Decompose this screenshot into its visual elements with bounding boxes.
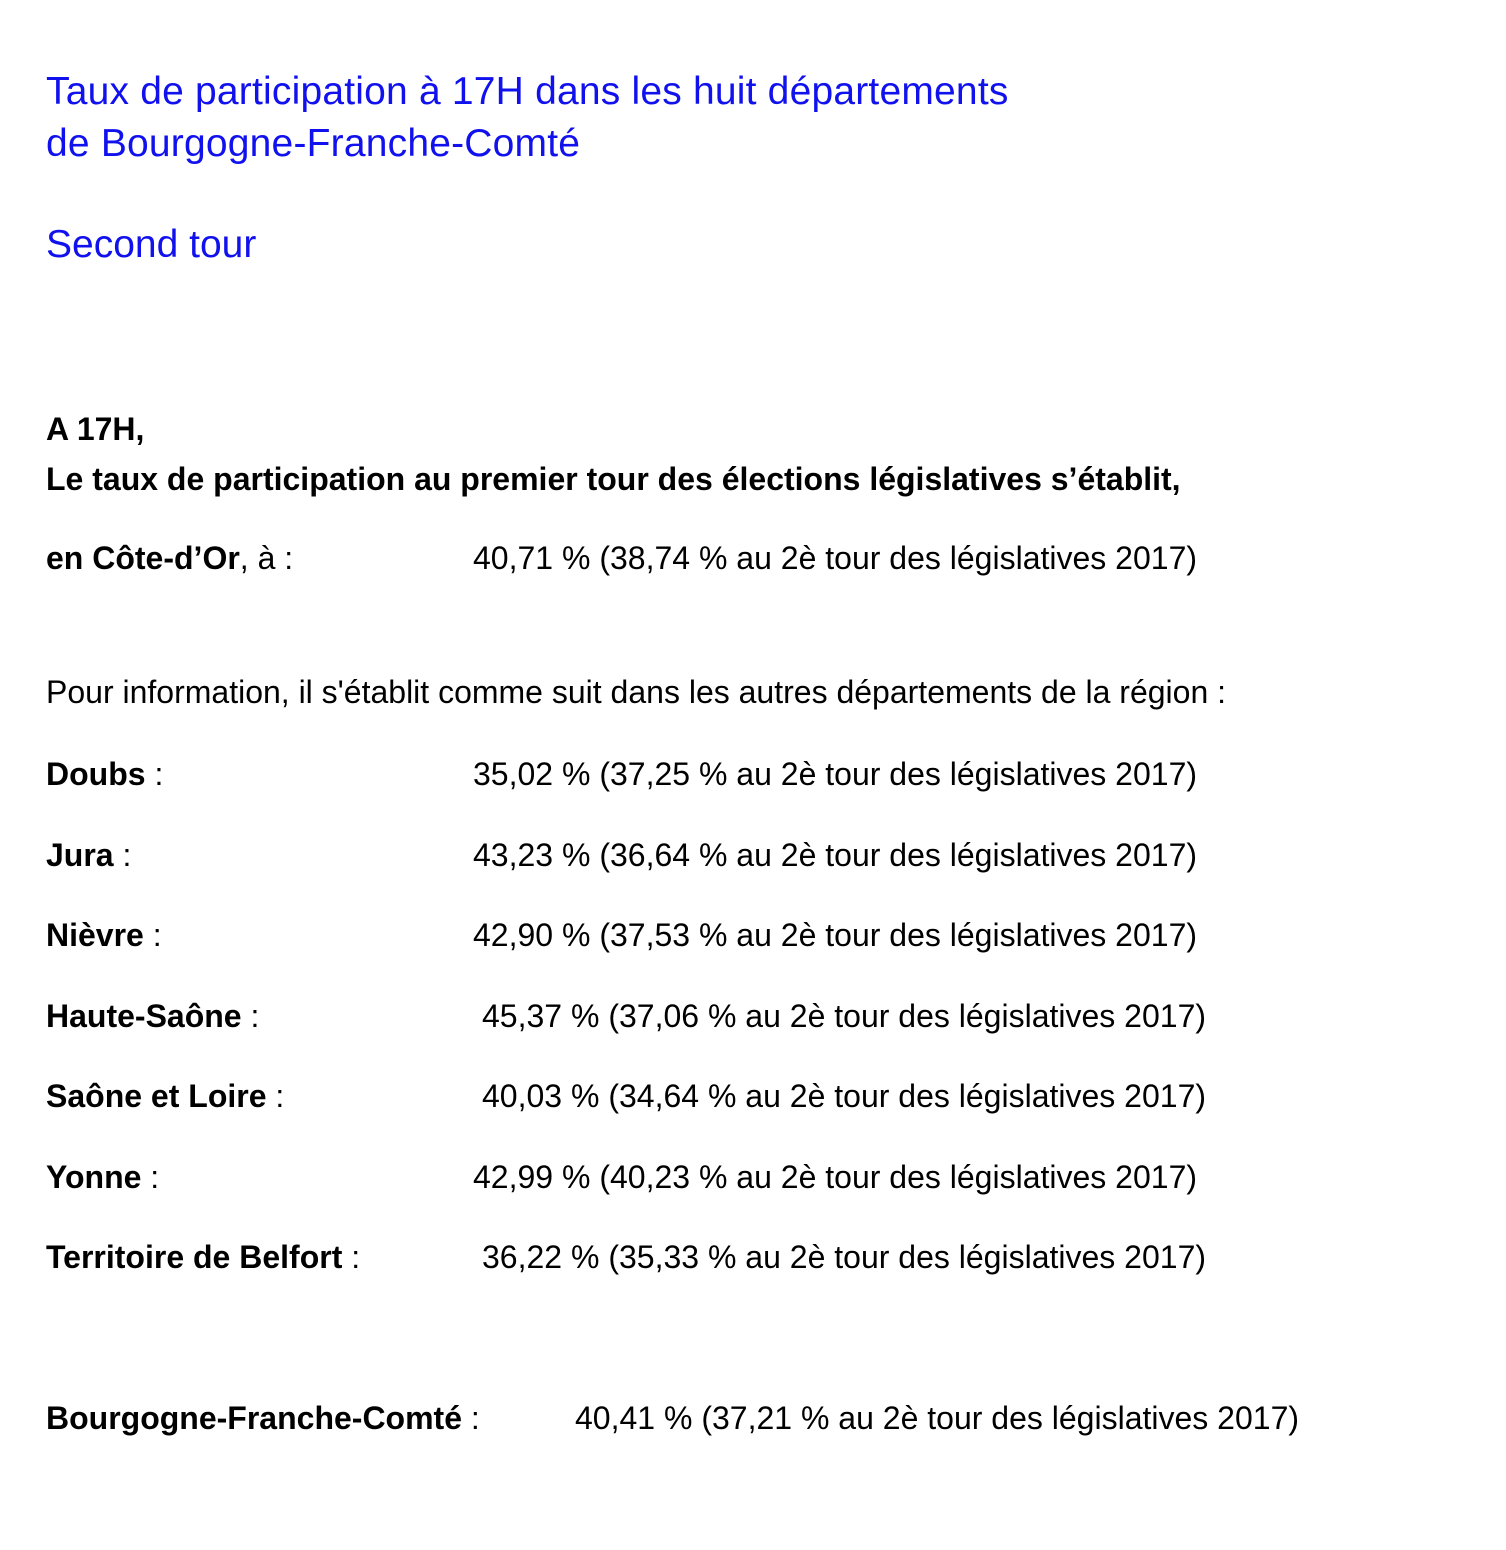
department-name: Doubs (46, 756, 146, 792)
department-colon: : (266, 1078, 285, 1114)
department-colon: : (342, 1239, 361, 1275)
department-colon: : (143, 917, 162, 953)
department-row-territoire-de-belfort (46, 1235, 1207, 1279)
region-value: 40,41 % (37,21 % au 2è tour des législatives 2017) (575, 1400, 1300, 1436)
department-value: 36,22 % (35,33 % au 2è tour des législatives 2017) (482, 1239, 1207, 1275)
department-value: 40,03 % (34,64 % au 2è tour des législatives 2017) (482, 1078, 1207, 1114)
department-value: 43,23 % (36,64 % au 2è tour des législatives 2017) (473, 837, 1198, 873)
department-name: Nièvre (46, 917, 144, 953)
department-name: en Côte-d’Or (46, 540, 240, 576)
department-value: 40,71 % (38,74 % au 2è tour des législatives 2017) (473, 540, 1198, 576)
department-name: Saône et Loire (46, 1078, 267, 1114)
department-value: 42,99 % (40,23 % au 2è tour des législatives 2017) (473, 1159, 1198, 1195)
department-colon: : (113, 837, 132, 873)
department-row-jura (46, 833, 1198, 877)
department-name: Haute-Saône (46, 998, 242, 1034)
department-value: 42,90 % (37,53 % au 2è tour des législatives 2017) (473, 917, 1198, 953)
department-colon: : (141, 1159, 160, 1195)
department-row-saone-et-loire (46, 1074, 1207, 1118)
department-row-haute-saone (46, 994, 1207, 1038)
department-value: 35,02 % (37,25 % au 2è tour des législatives 2017) (473, 756, 1198, 792)
department-name: Yonne (46, 1159, 142, 1195)
intro-line-2: Le taux de participation au premier tour des élections législatives s’établit, (46, 461, 1181, 497)
title-line-1: Taux de participation à 17H dans les huit départements (46, 70, 1009, 113)
title-line-2: de Bourgogne-Franche-Comté (46, 122, 581, 165)
info-text: Pour information, il s'établit comme suit dans les autres départements de la région : (46, 674, 1227, 710)
region-row (46, 1396, 1300, 1440)
department-row-yonne (46, 1155, 1198, 1199)
page-title (46, 66, 1009, 170)
intro-line-1: A 17H, (46, 411, 145, 447)
region-name: Bourgogne-Franche-Comté (46, 1400, 462, 1436)
department-row-doubs (46, 752, 1198, 796)
department-suffix: , à : (239, 540, 294, 576)
department-colon: : (145, 756, 164, 792)
intro-text (46, 404, 1181, 504)
cote-dor-row (46, 536, 1198, 580)
department-name: Jura (46, 837, 114, 873)
department-name: Territoire de Belfort (46, 1239, 343, 1275)
department-colon: : (241, 998, 260, 1034)
department-row-nievre (46, 913, 1198, 957)
region-colon: : (462, 1400, 480, 1436)
department-value: 45,37 % (37,06 % au 2è tour des législatives 2017) (482, 998, 1207, 1034)
subtitle: Second tour (46, 223, 257, 266)
